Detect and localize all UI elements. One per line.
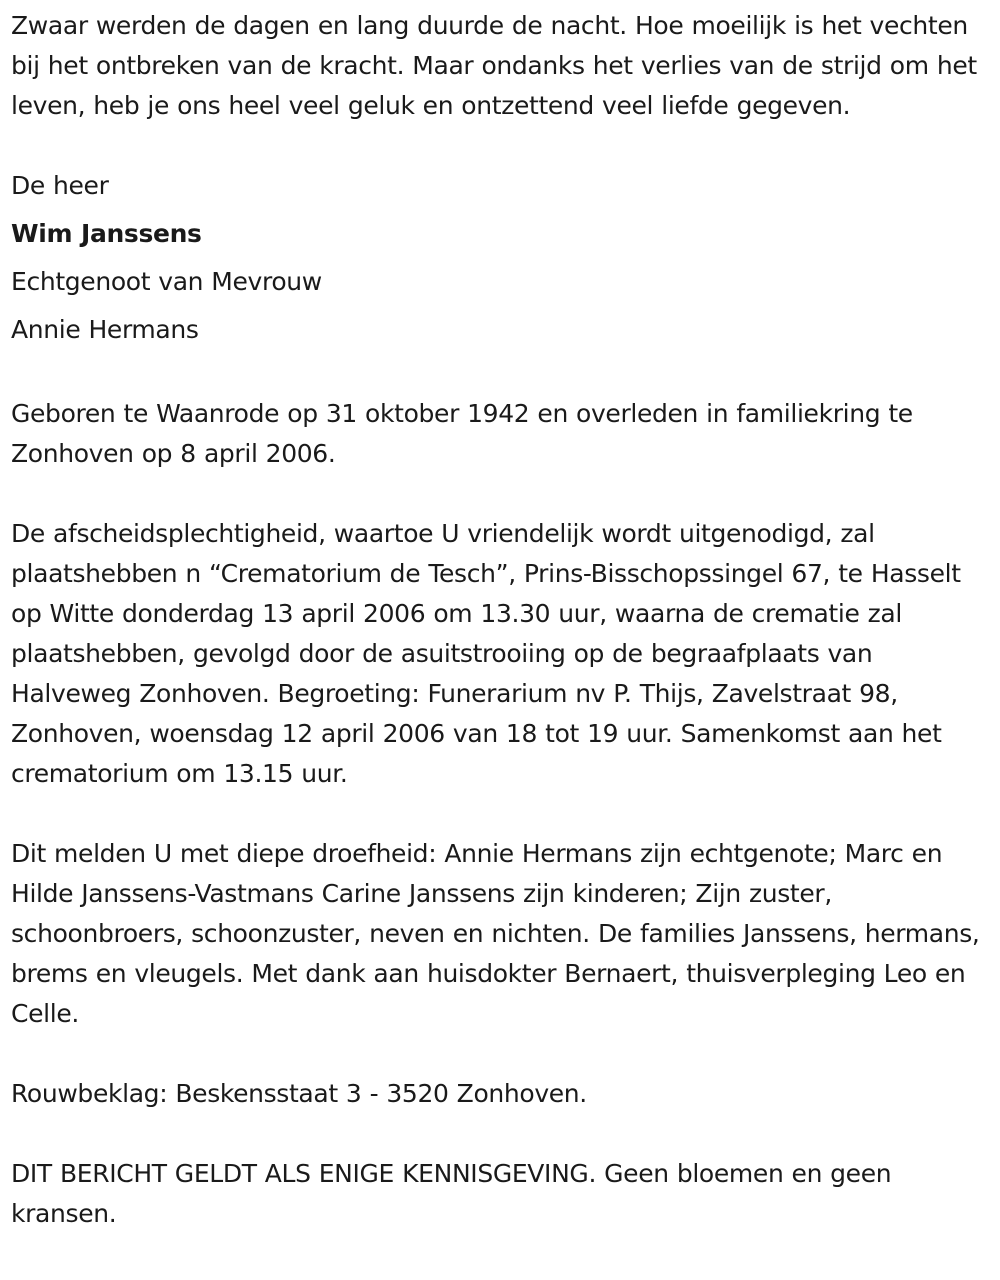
deceased-name: Wim Janssens bbox=[11, 219, 202, 248]
spacer bbox=[11, 1114, 988, 1154]
salutation: De heer bbox=[11, 171, 109, 200]
spacer bbox=[11, 794, 988, 834]
birth-death-paragraph: Geboren te Waanrode op 31 oktober 1942 en overleden in familiekring te Zonhoven op 8 april 2006. bbox=[11, 399, 913, 468]
condolence-address: Rouwbeklag: Beskensstaat 3 - 3520 Zonhoven. bbox=[11, 1079, 587, 1108]
notice-paragraph: DIT BERICHT GELDT ALS ENIGE KENNISGEVING. Geen bloemen en geen kransen. bbox=[11, 1159, 892, 1228]
spacer bbox=[11, 354, 988, 394]
spacer bbox=[11, 126, 988, 166]
ceremony-paragraph: De afscheidsplechtigheid, waartoe U vriendelijk wordt uitgenodigd, zal plaatshebben n “Crematorium de Tesch”, Prins-Bisschopssingel 67, te Hasselt op Witte donderdag 13 april 2006 om 13.30 uur, waarna de crematie zal plaatshebben, gevolgd door de asuitstrooiing op de begraafplaats van Halveweg Zonhoven. Begroeting: Funerarium nv P. Thijs, Zavelstraat 98, Zonhoven, woensdag 12 april 2006 van 18 tot 19 uur. Samenkomst aan het crematorium om 13.15 uur. bbox=[11, 519, 961, 788]
spouse-line: Echtgenoot van Mevrouw bbox=[11, 267, 322, 296]
announcement-paragraph: Dit melden U met diepe droefheid: Annie Hermans zijn echtgenote; Marc en Hilde Janssens-Vastmans Carine Janssens zijn kinderen; Zijn zuster, schoonbroers, schoonzuster, neven en nichten. De families Janssens, hermans, brems en vleugels. Met dank aan huisdokter Bernaert, thuisverpleging Leo en Celle. bbox=[11, 839, 980, 1028]
spouse-name: Annie Hermans bbox=[11, 315, 199, 344]
spacer bbox=[11, 1034, 988, 1074]
spacer bbox=[11, 474, 988, 514]
intro-paragraph: Zwaar werden de dagen en lang duurde de nacht. Hoe moeilijk is het vechten bij het ontbreken van de kracht. Maar ondanks het verlies van de strijd om het leven, heb je ons heel veel geluk en ontzettend veel liefde gegeven. bbox=[11, 11, 977, 120]
